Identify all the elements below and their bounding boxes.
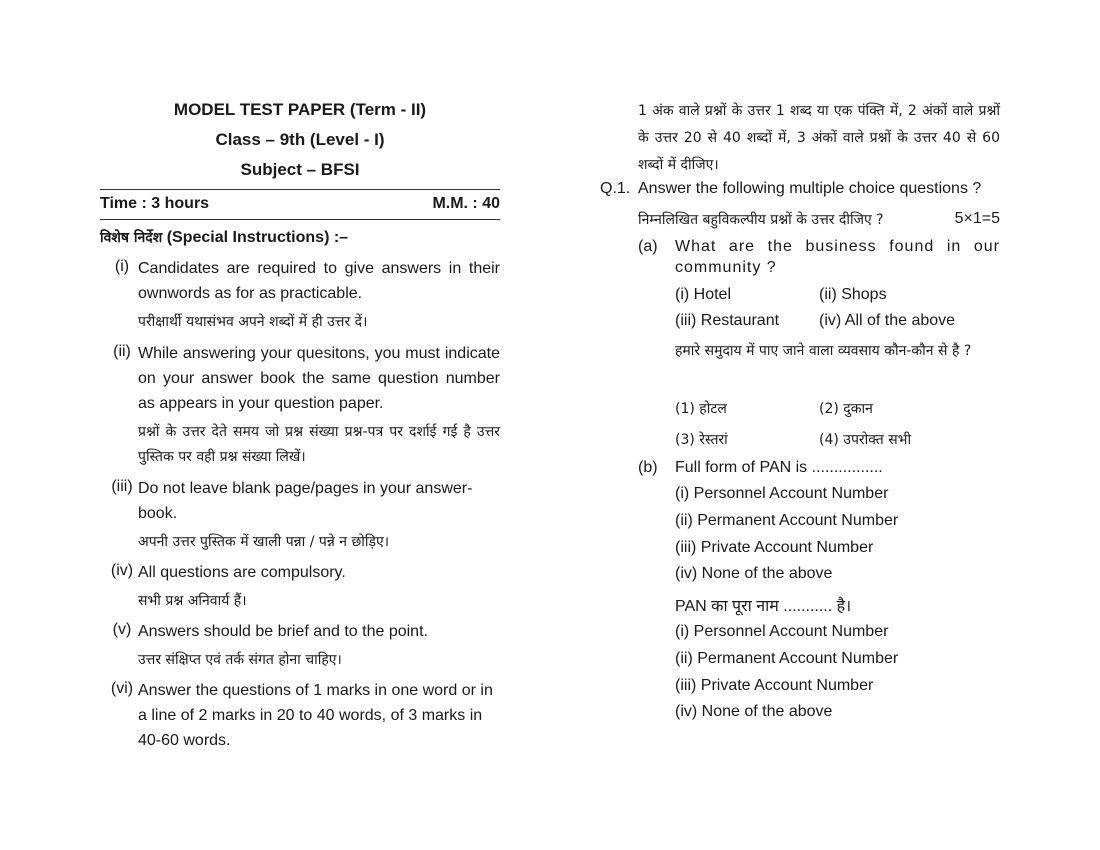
subquestion-text: What are the business found in our community ? — [675, 238, 1000, 276]
option: (iii) Restaurant — [675, 312, 780, 329]
subject-line: Subject – BFSI — [240, 160, 360, 179]
instruction-number: (vi) — [110, 680, 134, 697]
option: (iv) None of the above — [675, 703, 833, 720]
time-marks-bar — [100, 195, 500, 213]
option: (iv) None of the above — [675, 565, 833, 582]
instruction-text-hindi: परीक्षार्थी यथासंभव अपने शब्दों में ही उत्तर दें। — [138, 314, 368, 330]
time-label: Time : 3 hours — [100, 195, 210, 212]
instruction-number: (iii) — [111, 478, 133, 495]
option-hindi: (4) उपरोक्त सभी — [819, 432, 912, 448]
option: (iii) Private Account Number — [675, 677, 874, 694]
instruction-vi-hindi: 1 अंक वाले प्रश्नों के उत्तर 1 शब्द या एक पंक्ति में, 2 अंकों वाले प्रश्नों के उत्तर 20 से 40 शब्दों में, 3 अंकों वाले प्रश्नों के उत्तर 40 से 60 शब्दों में दीजिए। — [638, 103, 1000, 173]
instruction-text: Do not leave blank page/pages in your answer-book. — [138, 480, 473, 522]
instruction-number: (ii) — [113, 343, 131, 360]
instruction-number: (i) — [114, 258, 130, 275]
question-marks: 5×1=5 — [954, 210, 1000, 227]
option-hindi: (2) दुकान — [819, 401, 873, 417]
option: (iii) Private Account Number — [675, 539, 874, 556]
option-hindi: (3) रेस्तरां — [675, 432, 728, 448]
option: (ii) Permanent Account Number — [675, 512, 899, 529]
max-marks-label: M.M. : 40 — [432, 195, 500, 212]
instruction-text-hindi: सभी प्रश्न अनिवार्य हैं। — [138, 593, 247, 609]
question-text: Answer the following multiple choice questions ? — [638, 180, 982, 197]
subquestion-label: (b) — [638, 459, 658, 476]
question-text-hindi: निम्नलिखित बहुविकल्पीय प्रश्नों के उत्तर दीजिए ? — [638, 212, 884, 228]
option: (i) Hotel — [675, 286, 732, 303]
option: (iv) All of the above — [819, 312, 956, 329]
subquestion-text: Full form of PAN is ................ — [675, 459, 883, 476]
class-line: Class – 9th (Level - I) — [215, 130, 385, 149]
instruction-text: Candidates are required to give answers in their ownwords as for as practicable. — [138, 260, 500, 302]
instruction-number: (iv) — [110, 562, 134, 579]
bottom-divider — [100, 219, 500, 220]
option: (ii) Permanent Account Number — [675, 650, 899, 667]
instructions-heading-en: (Special Instructions) :– — [166, 229, 349, 246]
subquestion-text-hindi — [675, 594, 851, 616]
instruction-text-hindi: अपनी उत्तर पुस्तिक में खाली पन्ना / पन्ने न छोड़िए। — [138, 534, 390, 550]
option: (i) Personnel Account Number — [675, 623, 889, 640]
option: (ii) Shops — [819, 286, 887, 303]
instruction-text-hindi: प्रश्नों के उत्तर देते समय जो प्रश्न संख्या प्रश्न-पत्र पर दर्शाई गई है उत्तर पुस्तिक पर वही प्रश्न संख्या लिखें। — [138, 424, 500, 465]
top-divider — [100, 189, 500, 190]
question-number: Q.1. — [600, 180, 631, 197]
instruction-text: All questions are compulsory. — [138, 564, 346, 581]
option-hindi: (1) होटल — [675, 401, 727, 417]
instructions-heading — [100, 228, 348, 247]
subquestion-text-hindi: हमारे समुदाय में पाए जाने वाला व्यवसाय कौन-कौन से है ? — [675, 343, 972, 359]
instruction-text: While answering your quesitons, you must indicate on your answer book the same question number as appears in your question paper. — [138, 345, 500, 412]
instruction-text: Answers should be brief and to the point. — [138, 623, 428, 640]
subquestion-label: (a) — [638, 238, 658, 255]
instructions-heading-hindi: विशेष निर्देश — [100, 230, 163, 246]
paper-title: MODEL TEST PAPER (Term - II) — [173, 100, 427, 119]
instruction-number: (v) — [112, 621, 132, 638]
pan-hindi-line: PAN का पूरा नाम ........... है। — [675, 598, 852, 615]
option: (i) Personnel Account Number — [675, 485, 889, 502]
instruction-text: Answer the questions of 1 marks in one word or in a line of 2 marks in 20 to 40 words, of 3 marks in 40-60 words. — [138, 682, 493, 749]
instruction-text-hindi: उत्तर संक्षिप्त एवं तर्क संगत होना चाहिए। — [138, 652, 342, 668]
